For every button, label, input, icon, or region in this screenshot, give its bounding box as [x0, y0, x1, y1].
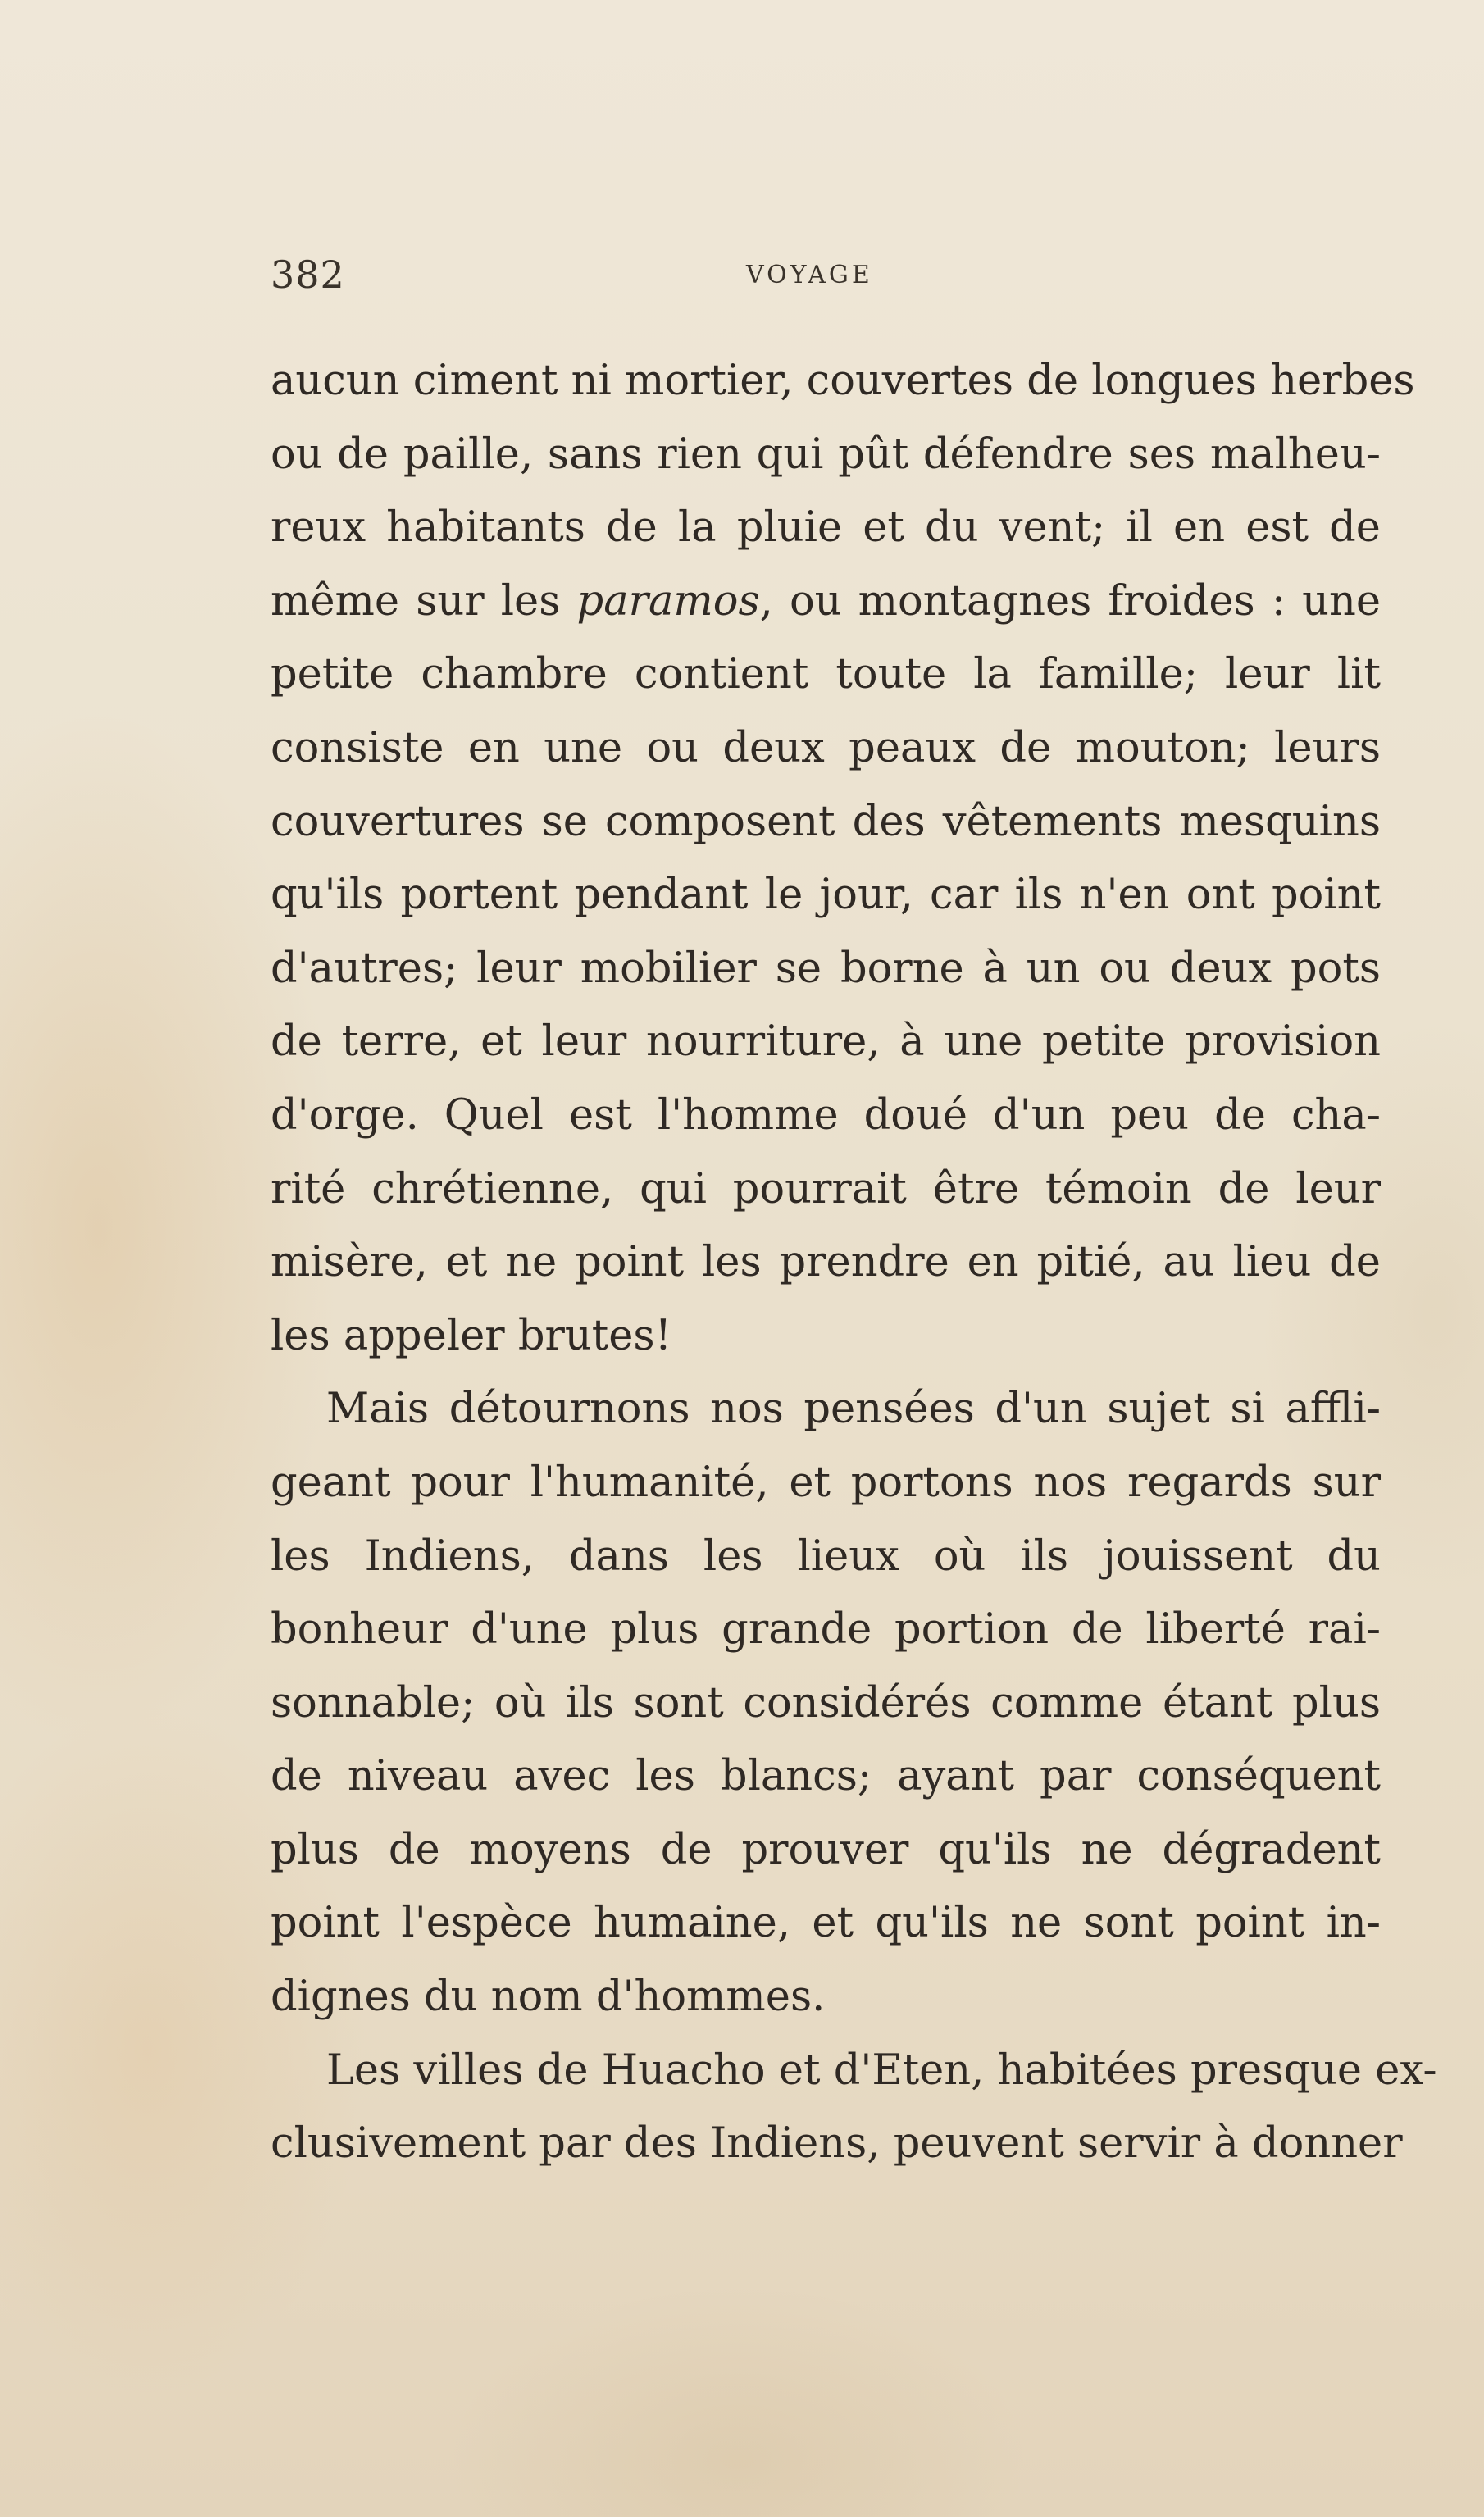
- running-title: VOYAGE: [746, 261, 873, 289]
- text-line: petite chambre contient toute la famille; leur lit: [271, 650, 1381, 699]
- text-line: aucun ciment ni mortier, couvertes de longues herbes: [271, 357, 1415, 405]
- text-segment: , ou montagnes froides : une: [759, 576, 1382, 626]
- text-line: [271, 565, 1381, 639]
- text-line: couvertures se composent des vêtements mesquins: [271, 797, 1381, 846]
- paragraph-first-line: Les villes de Huacho et d'Eten, habitées presque ex-: [326, 2046, 1437, 2095]
- text-line: rité chrétienne, qui pourrait être témoin de leur: [271, 1164, 1381, 1213]
- text-line: les Indiens, dans les lieux où ils jouissent du: [271, 1532, 1381, 1581]
- text-line: de niveau avec les blancs; ayant par conséquent: [271, 1752, 1381, 1801]
- text-line: point l'espèce humaine, et qu'ils ne sont point in-: [271, 1899, 1381, 1948]
- italic-term: paramos: [576, 576, 760, 626]
- text-line: clusivement par des Indiens, peuvent servir à donner: [271, 2119, 1403, 2169]
- text-line: misère, et ne point les prendre en pitié, au lieu de: [271, 1238, 1381, 1287]
- text-line: sonnable; où ils sont considérés comme étant plus: [271, 1678, 1381, 1727]
- running-head: [271, 253, 1381, 302]
- paragraph-first-line: Mais détournons nos pensées d'un sujet si affli-: [326, 1385, 1381, 1434]
- text-line: dignes du nom d'hommes.: [271, 1973, 826, 2022]
- text-line: de terre, et leur nourriture, à une petite provision: [271, 1017, 1381, 1067]
- text-line: bonheur d'une plus grande portion de liberté rai-: [271, 1605, 1381, 1654]
- text-line: plus de moyens de prouver qu'ils ne dégradent: [271, 1825, 1381, 1874]
- page-number: 382: [271, 253, 345, 297]
- text-segment: même sur les: [271, 576, 561, 626]
- text-line: qu'ils portent pendant le jour, car ils n'en ont point: [271, 871, 1381, 920]
- text-line: les appeler brutes!: [271, 1311, 672, 1360]
- text-line: d'orge. Quel est l'homme doué d'un peu de cha-: [271, 1090, 1381, 1140]
- text-line: consiste en une ou deux peaux de mouton; leurs: [271, 723, 1381, 772]
- text-line: ou de paille, sans rien qui pût défendre ses malheu-: [271, 430, 1381, 479]
- text-line: d'autres; leur mobilier se borne à un ou deux pots: [271, 944, 1381, 993]
- body-text: [271, 344, 1437, 2181]
- text-line: geant pour l'humanité, et portons nos regards sur: [271, 1458, 1381, 1507]
- text-line: reux habitants de la pluie et du vent; il en est de: [271, 503, 1381, 553]
